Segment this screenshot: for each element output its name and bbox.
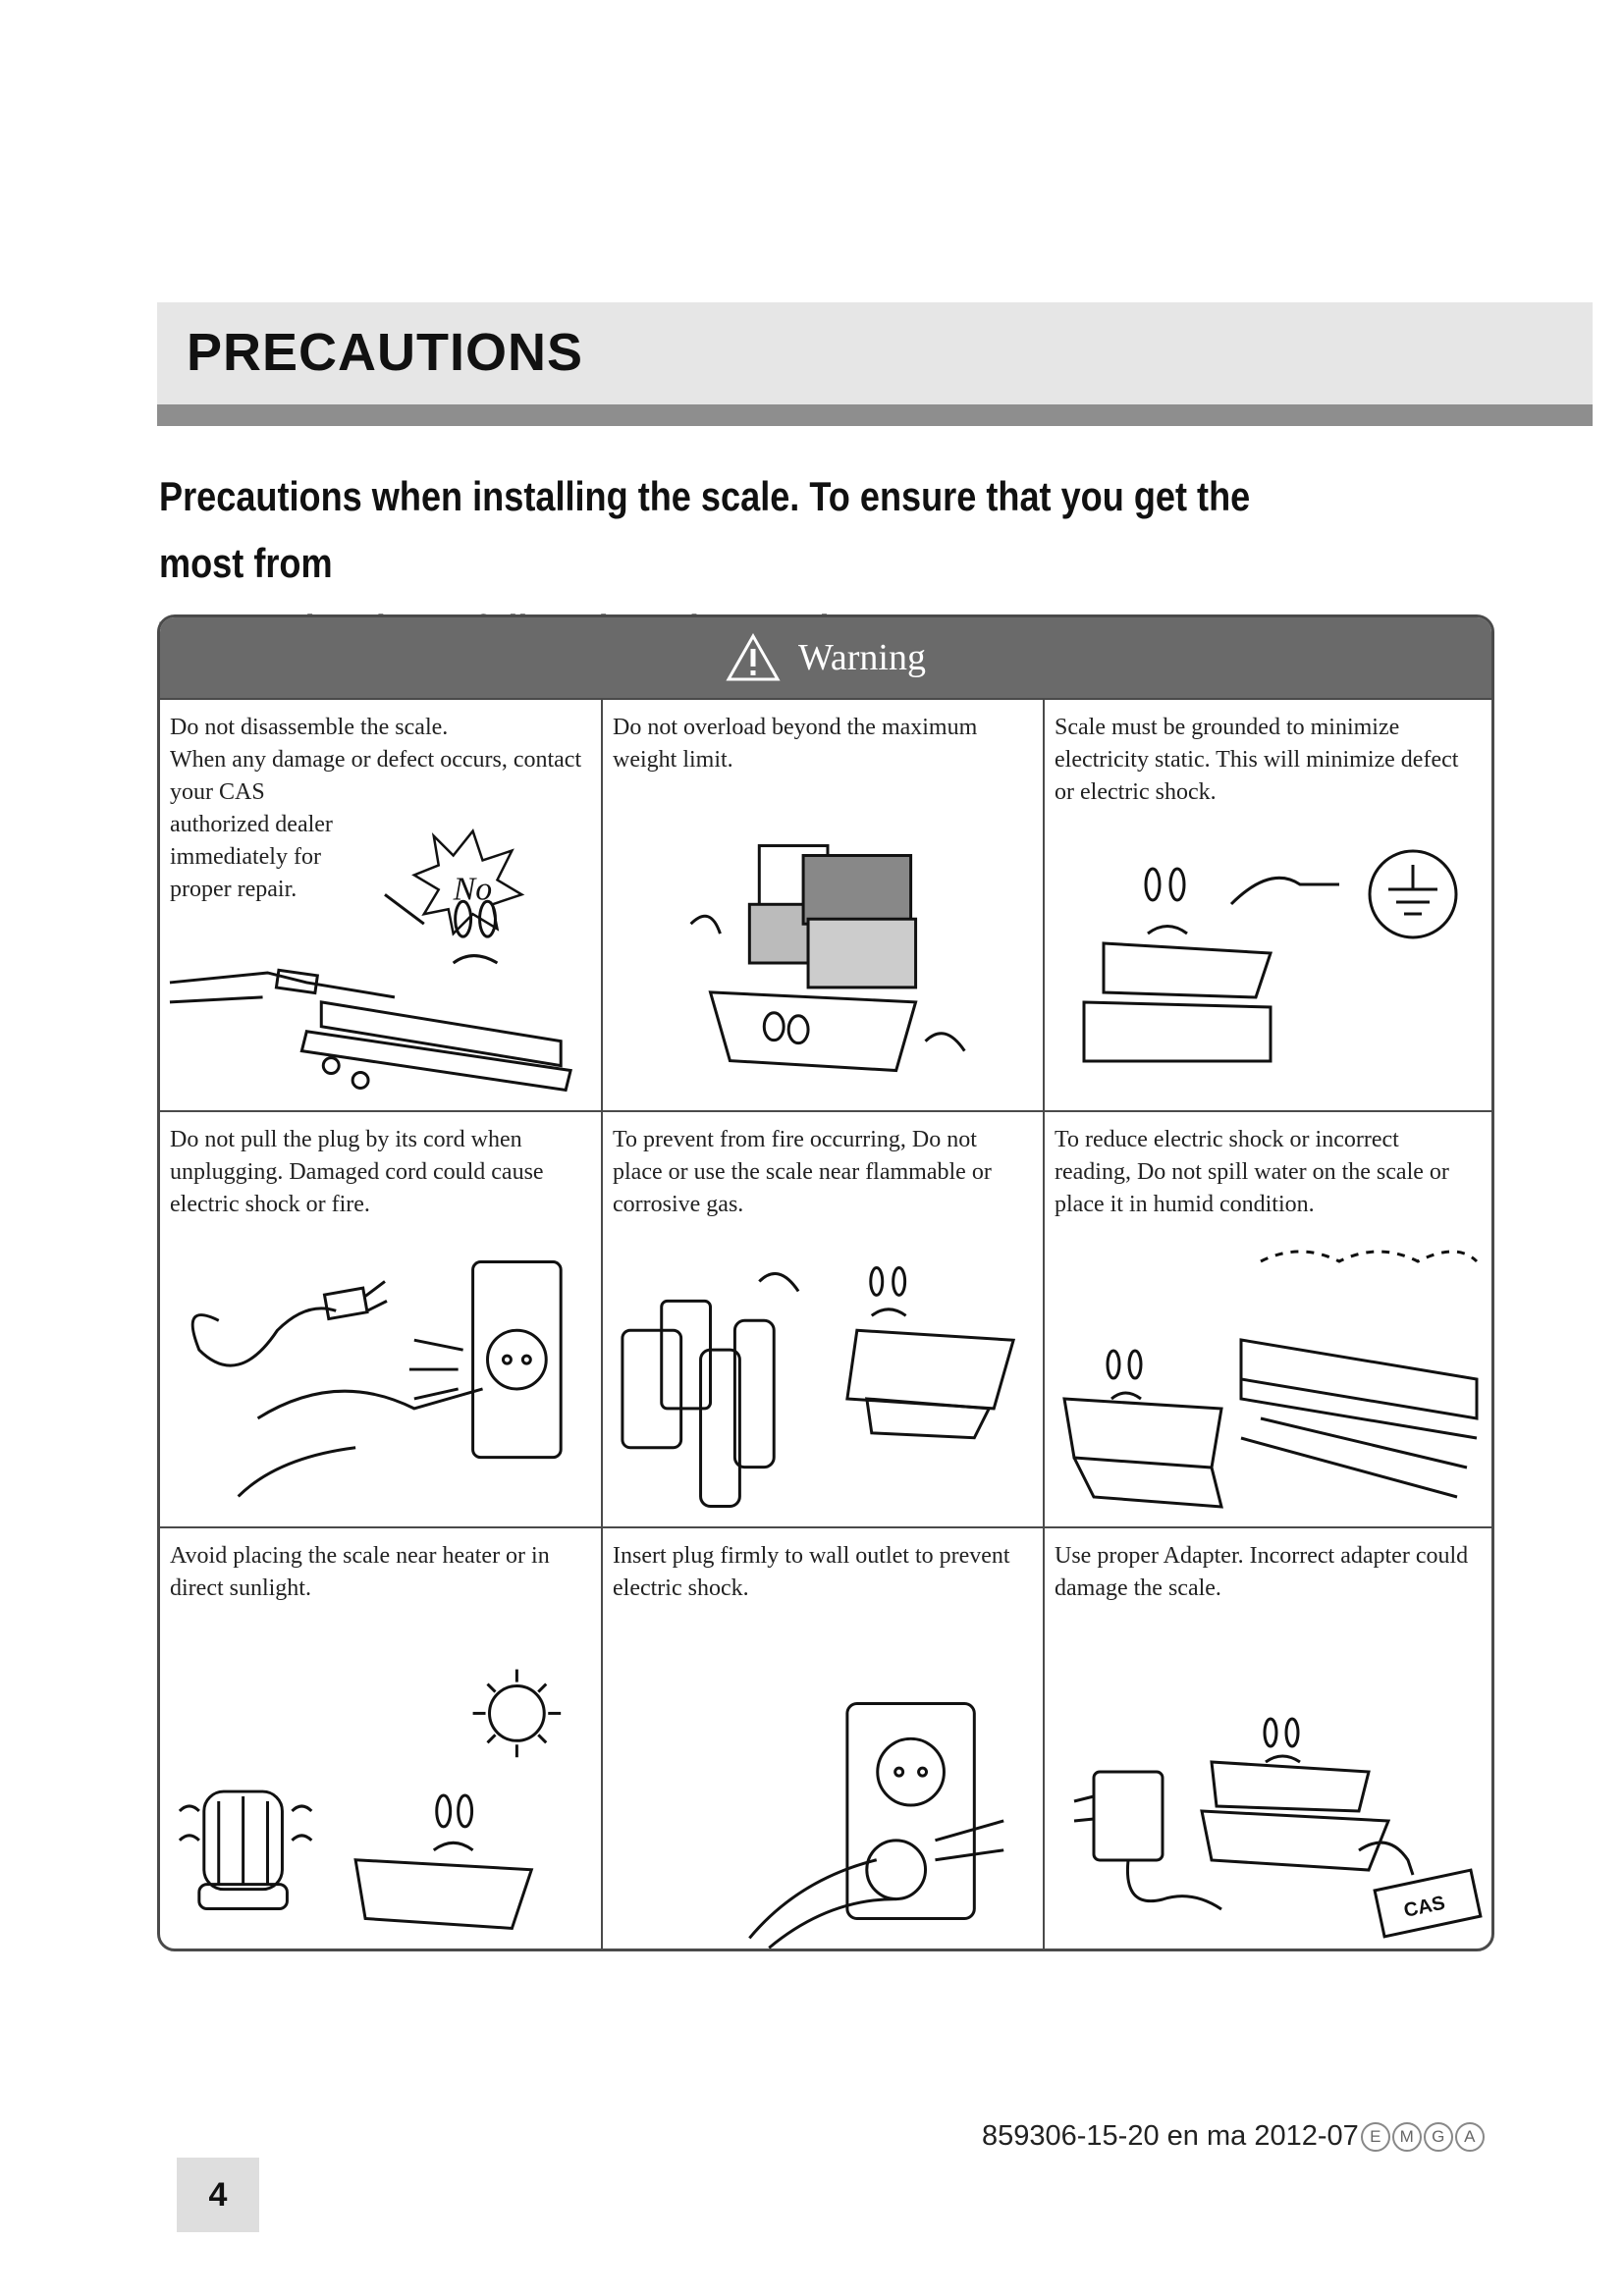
edition-badge: A	[1455, 2122, 1485, 2152]
heater-sun-illustration	[160, 1664, 601, 1949]
adapter-illustration	[1045, 1664, 1491, 1949]
flammable-illustration	[603, 1242, 1043, 1526]
warning-cell-humidity	[1045, 1110, 1491, 1526]
warning-text: Do not pull the plug by its cord when unplugging. Damaged cord could cause electric shock or fire.	[170, 1127, 544, 1217]
warning-text: To reduce electric shock or incorrect reading, Do not spill water on the scale or place it in humid condition.	[1055, 1127, 1449, 1217]
cas-box-label: CAS	[1401, 1892, 1447, 1922]
plug-outlet-illustration	[603, 1664, 1043, 1949]
page-number: 4	[177, 2158, 259, 2232]
warning-cell-pull-cord	[160, 1110, 603, 1526]
warning-text: Scale must be grounded to minimize electricity static. This will minimize defect or electric shock.	[1055, 715, 1459, 805]
edition-badge: G	[1424, 2122, 1453, 2152]
pull-cord-illustration	[160, 1242, 601, 1526]
warning-text: Insert plug firmly to wall outlet to prevent electric shock.	[613, 1543, 1010, 1601]
warning-cell-overload	[603, 698, 1045, 1110]
warning-header	[160, 617, 1491, 698]
document-id-text: 859306-15-20 en ma 2012-07	[982, 2120, 1359, 2152]
warning-title: Warning	[798, 637, 926, 678]
warning-cell-flammable	[603, 1110, 1045, 1526]
no-badge-text: No	[453, 871, 493, 908]
warning-cell-disassemble	[160, 698, 603, 1110]
warning-text: Do not overload beyond the maximum weight limit.	[613, 715, 978, 773]
title-rule	[157, 404, 1593, 426]
warning-cell-adapter	[1045, 1526, 1491, 1949]
warning-text: Avoid placing the scale near heater or in direct sunlight.	[170, 1543, 550, 1601]
document-id	[982, 2120, 1485, 2153]
warning-text: Use proper Adapter. Incorrect adapter could damage the scale.	[1055, 1543, 1469, 1601]
edition-badges	[1361, 2122, 1485, 2152]
page-title: PRECAUTIONS	[187, 323, 584, 382]
warning-text: To prevent from fire occurring, Do not place or use the scale near flammable or corrosive gas.	[613, 1127, 992, 1217]
warning-triangle-icon	[726, 633, 781, 682]
warning-grid	[160, 698, 1491, 1949]
warning-cell-plug	[603, 1526, 1045, 1949]
edition-badge: M	[1392, 2122, 1422, 2152]
intro-line-1: Precautions when installing the scale. To ensure that you get the most from	[159, 473, 1251, 586]
edition-badge: E	[1361, 2122, 1390, 2152]
screwdriver-illustration	[160, 826, 601, 1110]
overload-illustration	[603, 826, 1043, 1110]
warning-cell-heater	[160, 1526, 603, 1949]
warning-panel	[157, 614, 1494, 1951]
warning-text: Do not disassemble the scale. When any damage or defect occurs, contact your CAS authorized dealer immediately for proper repair.	[170, 715, 582, 902]
humidity-illustration	[1045, 1242, 1491, 1526]
warning-cell-grounded	[1045, 698, 1491, 1110]
ground-illustration	[1045, 826, 1491, 1110]
